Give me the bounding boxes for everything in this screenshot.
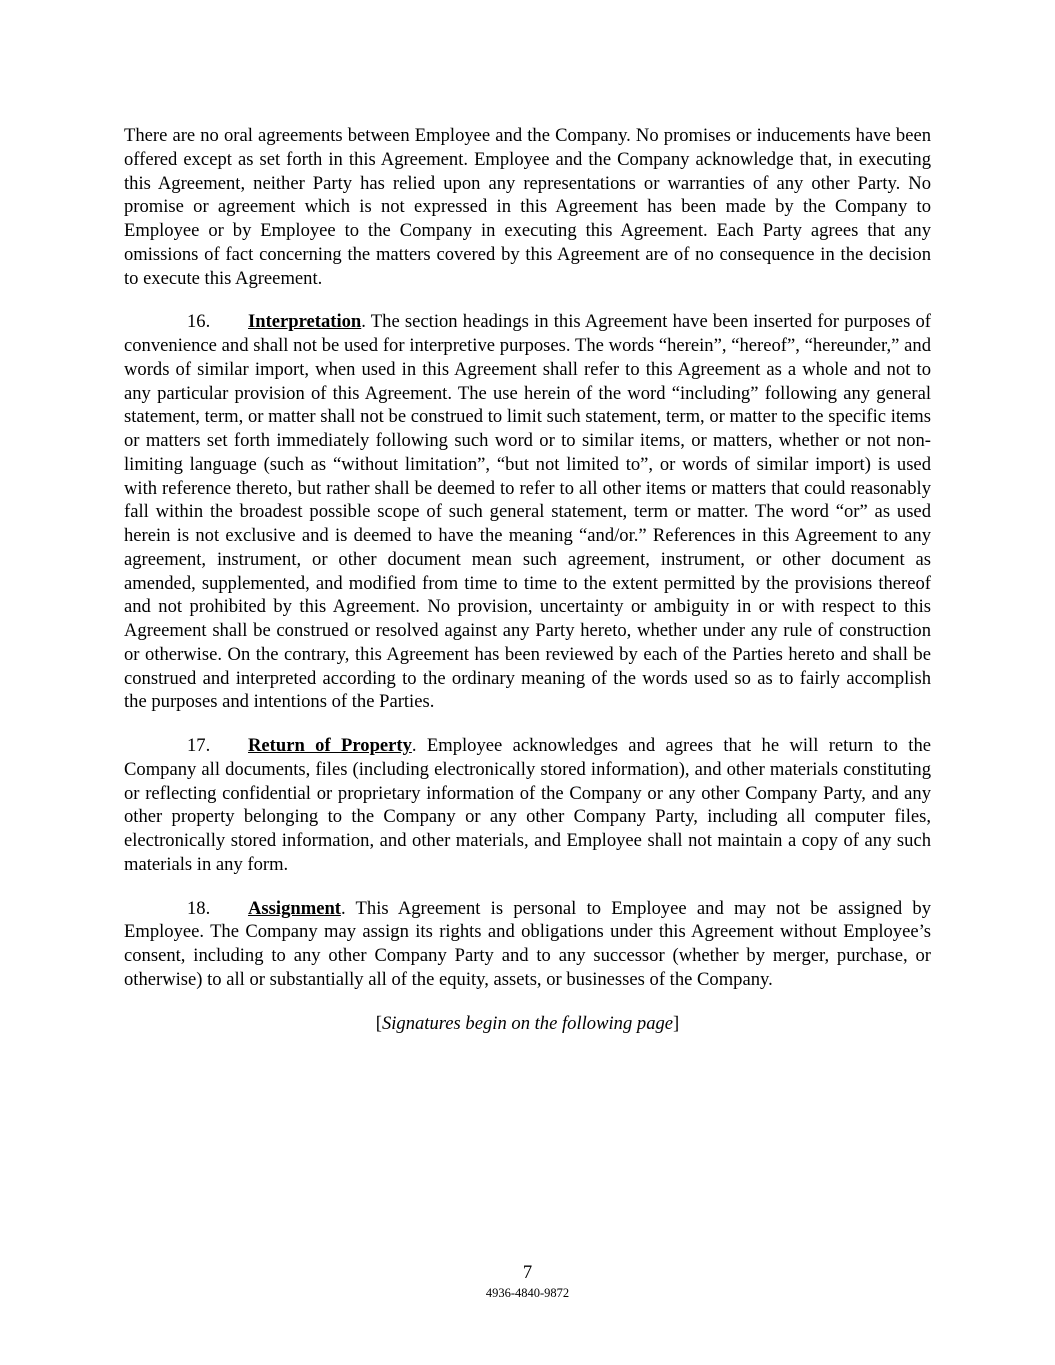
signature-note bbox=[124, 1012, 931, 1036]
section-number: 17. bbox=[187, 735, 211, 756]
open-bracket: [ bbox=[375, 1012, 382, 1034]
section-16 bbox=[124, 310, 931, 714]
section-body: . This Agreement is personal to Employee and may not be assigned by Employee. The Company may assign its rights and obligations under this Agreement without Employee’s consent, including to any other Company Party and to any successor (whether by merger, purchase, or otherwise) to all or substantially all of the equity, assets, or businesses of the Company. bbox=[124, 897, 931, 990]
section-heading: Return of Property bbox=[248, 735, 412, 756]
section-body: . Employee acknowledges and agrees that he will return to the Company all documents, files (including electronically stored information), and other materials constituting or reflecting confidential or proprietary information of the Company or any other Company Party, and any other property belonging to the Company or any other Company Party, including all computer files, electronically stored information, and other materials, and Employee shall not maintain a copy of any such materials in any form. bbox=[124, 735, 932, 875]
document-page bbox=[124, 124, 931, 1054]
section-number: 18. bbox=[187, 897, 211, 919]
section-heading: Assignment bbox=[248, 897, 341, 919]
close-bracket: ] bbox=[673, 1012, 680, 1034]
section-17 bbox=[124, 734, 931, 877]
page-number: 7 bbox=[522, 1262, 533, 1283]
signature-note-text: Signatures begin on the following page bbox=[381, 1012, 674, 1034]
section-number: 16. bbox=[187, 311, 211, 333]
section-body: . The section headings in this Agreement have been inserted for purposes of convenience and shall not be used for interpretive purposes. The words “herein”, “hereof”, “hereunder,” and words of similar import, when used in this Agreement shall refer to this Agreement as a whole and not to any particular provision of this Agreement. The use herein of the word “including” following any general statement, term, or matter shall not be construed to limit such statement, term, or matter to the specific items or matters set forth immediately following such word or to similar items, or matters, whether or not non-limiting language (such as “without limitation”, “but not limited to”, or words of similar import) is used with reference thereto, but rather shall be deemed to refer to all other items or matters that could reasonably fall within the broadest possible scope of such general statement, term or matter. The word “or” as used herein is not exclusive and is deemed to have the meaning “and/or.” References in this Agreement to any agreement, instrument, or other document mean such agreement, instrument, or other document as amended, supplemented, and modified from time to time to the extent permitted by the provisions thereof and not prohibited by this Agreement. No provision, uncertainty or ambiguity in or with respect to this Agreement shall be construed or resolved against any Party hereto, whether under any rule of construction or otherwise. On the contrary, this Agreement has been reviewed by each of the Parties hereto and shall be construed and interpreted according to the ordinary meaning of the words used so as to fairly accomplish the purposes and intentions of the Parties. bbox=[124, 311, 931, 713]
intro-paragraph: There are no oral agreements between Employee and the Company. No promises or inducements have been offered except as set forth in this Agreement. Employee and the Company acknowledge that, in executing this Agreement, neither Party has relied upon any representations or warranties of any other Party. No promise or agreement which is not expressed in this Agreement has been made by the Company to Employee or by Employee to the Company in executing this Agreement. Each Party agrees that any omissions of fact concerning the matters covered by this Agreement are of no consequence in the decision to execute this Agreement. bbox=[124, 125, 931, 289]
section-heading: Interpretation bbox=[248, 311, 362, 333]
document-id: 4936-4840-9872 bbox=[485, 1286, 570, 1300]
section-18 bbox=[124, 897, 931, 992]
